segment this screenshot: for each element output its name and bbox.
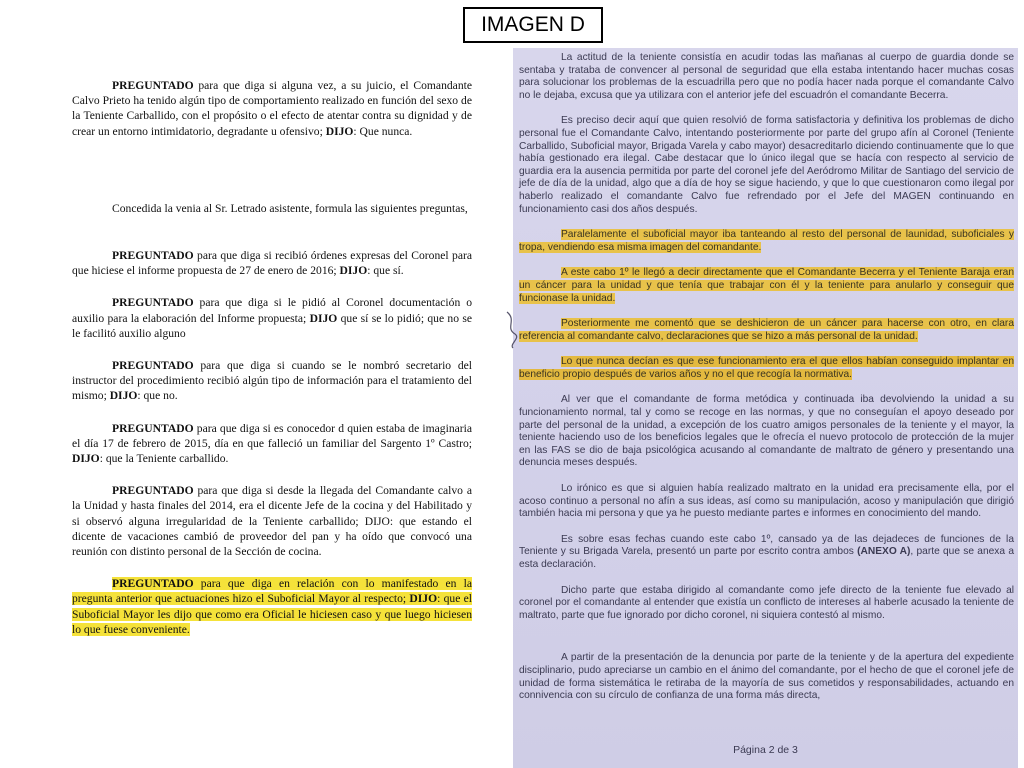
question-3: PREGUNTADO para que diga si le pidió al Coronel documentación o auxilio para la elaboración del Informe propuesta; DIJO que sí se lo pidió; que no se le facilitó auxilio alguno (72, 296, 472, 340)
question-7-highlighted: PREGUNTADO para que diga en relación con lo manifestado en la pregunta anterior que actuaciones hizo el Suboficial Mayor al respecto; DIJO: que el Suboficial Mayor les dijo que como era Oficial le hiciesen caso y que luego hiciesen lo que fuese conveniente. (72, 577, 473, 636)
question-5: PREGUNTADO para que diga si es conocedor d quien estaba de imaginaria el día 17 de febrero de 2015, día en que falleció un familiar del Sargento 1º Castro; DIJO: que la Teniente carballido. (72, 421, 472, 466)
question-1: PREGUNTADO para que diga si alguna vez, a su juicio, el Comandante Calvo Prieto ha tenido algún tipo de comportamiento realizado en función del sexo de la Teniente Carballido, con el propósito o el efecto de atentar contra su dignidad y de crear un entorno intimidatorio, degradante u ofensivo; DIJO: Que nunca. (72, 79, 472, 138)
scan-paragraph-10: Dicho parte que estaba dirigido al comandante como jefe directo de la teniente fue elevado al coronel por el comandante al entender que existía un conflicto de intereses al haberle acusado la teniente de maltrato, parte que fue ignorado por dicho coronel, ni siquiera contestó al mismo. (519, 584, 1014, 621)
question-6: PREGUNTADO para que diga si desde la llegada del Comandante calvo a la Unidad y hasta finales del 2014, era el dicente Jefe de la cocina y del Habilitado y si observó alguna irregularidad de la Teniente carballido; DIJO: que estando el dicente de vacaciones cambió de proveedor del pan y ha oído que convocó una reunión con distinto personal de la Sección de cocina. (72, 484, 472, 559)
scan-paragraph-1: La actitud de la teniente consistía en acudir todas las mañanas al cuerpo de guardia donde se sentaba y trataba de convencer al personal de seguridad que ella estaba intentando hacer muchas cosas para solucionar los problemas de la escuadrilla pero que no podía hacer nada porque el comandante Calvo no le dejaba, excusa que ya utilizara con el anterior jefe del escuadrón el comandante Becerra. (519, 52, 1014, 101)
question-2: PREGUNTADO para que diga si recibió órdenes expresas del Coronel para que hiciese el informe propuesta de 27 de enero de 2016; DIJO: que sí. (72, 249, 472, 278)
scan-paragraph-5: Posteriormente me comentó que se deshicieron de un cáncer para hacerse con otro, en clara referencia al comandante calvo, declaraciones que se hizo a más personal de la unidad. (519, 318, 1014, 342)
scan-paragraph-9: Es sobre esas fechas cuando este cabo 1º, cansado ya de las dejadeces de funciones de la Teniente y su Brigada Varela, presentó un parte por escrito contra ambos (ANEXO A), parte que se anexa a esta declaración. (519, 533, 1015, 570)
pen-mark-icon (503, 310, 523, 350)
question-4: PREGUNTADO para que diga si cuando se le nombró secretario del instructor del procedimiento recibió algún tipo de información para el tratamiento del mismo; DIJO: que no. (72, 359, 472, 403)
scanned-document (513, 48, 1018, 768)
left-document (72, 78, 472, 637)
scan-paragraph-6: Lo que nunca decían es que ese funcionamiento era el que ellos habían conseguido implantar en beneficio propio después de varios años y no el que recogía la normativa. (519, 356, 1014, 380)
image-title: IMAGEN D (463, 7, 603, 43)
scan-paragraph-11: A partir de la presentación de la denuncia por parte de la teniente y de la apertura del expediente disciplinario, pudo apreciarse un cambio en el ánimo del comandante, por el hecho de que el coronel jefe de unidad de forma sistemática le retiraba de la mayoría de sus cometidos y responsabilidades, actuando en connivencia con su círculo de confianza de una forma más directa, (519, 652, 1014, 702)
intro-paragraph: Concedida la venia al Sr. Letrado asistente, formula las siguientes preguntas, (112, 201, 468, 215)
scan-paragraph-2: Es preciso decir aquí que quien resolvió de forma satisfactoria y definitiva los problemas de dicho personal fue el Comandante Calvo, intentando posteriormente por parte del grupo afín al Coronel (Teniente Carballido, Suboficial mayor, Brigada Varela y cabo mayor) desacreditarlo diciendo continuamente que lo que había gestionado era ilegal. Cabe destacar que lo único ilegal que se hacía con respecto al servicio de guardia era la ausencia permitida por parte del coronel jefe del Aeródromo Militar de Santiago del servicio de jefe de día de la unidad, algo que a día de hoy se sigue haciendo, y que lo que cuestionaron como ilegal por haberlo realizado el comandante Calvo fue refrendado por el Jefe del MAGEN continuando en funcionamiento casi dos años después. (519, 115, 1014, 215)
scan-paragraph-7: Al ver que el comandante de forma metódica y continuada iba devolviendo la unidad a su funcionamiento normal, tal y como se recoge en las normas, y que no conseguían el apoyo deseado por parte del personal de la unidad, a excepción de los cuatro amigos personales de la teniente y el mayor, la teniente haciendo uso de los beneficios legales que le ofrecía el nuevo protocolo de protección de la mujer en las FAS se dio de baja psicológica acusando al comandante de maltrato de género y presentando una denuncia meses después. (519, 394, 1014, 469)
scan-paragraph-4: A este cabo 1º le llegó a decir directamente que el Comandante Becerra y el Teniente Baraja eran un cáncer para la unidad y que tenía que trabajar con él y la teniente para anularlo y conseguir que funcionase la unidad. (519, 267, 1014, 304)
scan-paragraph-3: Paralelamente el suboficial mayor iba tanteando al resto del personal de launidad, suboficiales y tropa, vendiendo esa misma imagen del comandante. (519, 229, 1014, 253)
page-number: Página 2 de 3 (733, 744, 798, 756)
scan-paragraph-8: Lo irónico es que si alguien había realizado maltrato en la unidad era precisamente ella, por el acoso continuo a personal no afín a sus ideas, así como su manipulación, acoso y manipulación que dirigió también hacia mi persona y que ya he puesto mediante partes e informes en conocimiento del mando. (519, 483, 1014, 520)
scanned-text (519, 52, 1014, 703)
